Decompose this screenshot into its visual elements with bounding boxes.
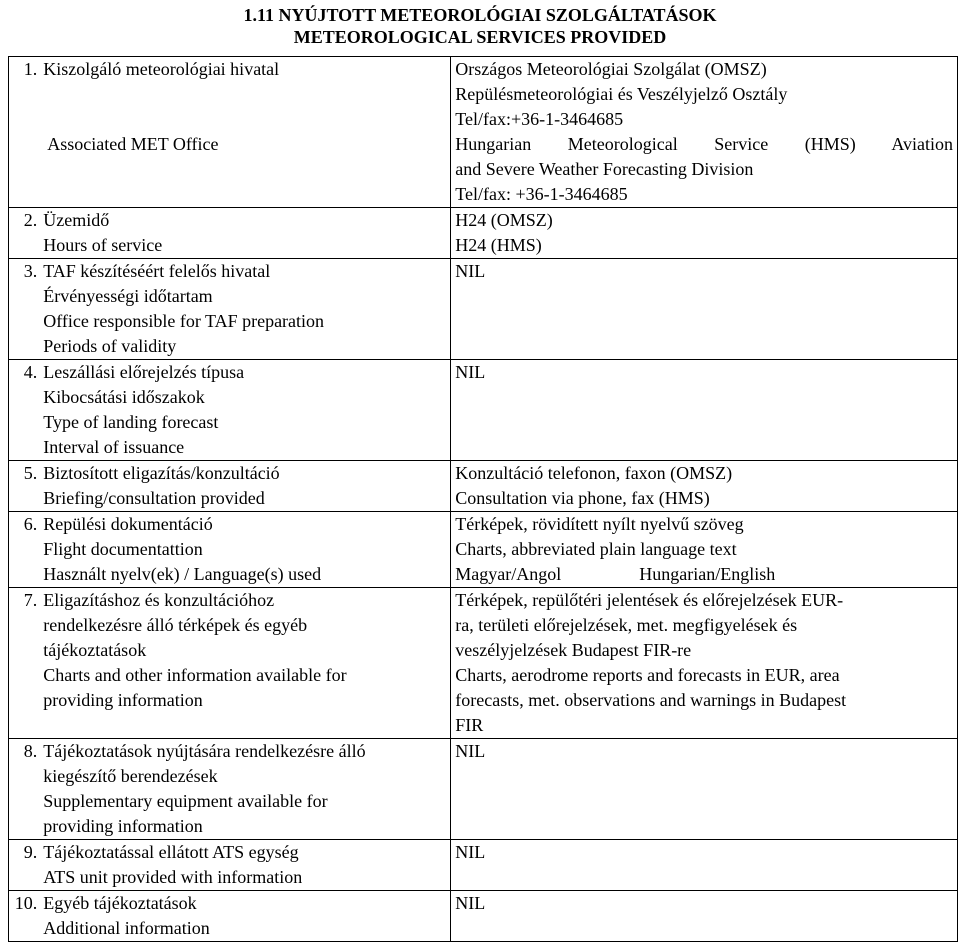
row-value	[451, 461, 958, 512]
value-line: veszélyjelzések Budapest FIR-re	[455, 640, 692, 660]
title-hungarian: 1.11 NYÚJTOTT METEOROLÓGIAI SZOLGÁLTATÁSOK	[243, 5, 717, 25]
value-line: ra, területi előrejelzések, met. megfigyelések és	[455, 615, 798, 635]
value-line: H24 (HMS)	[455, 235, 542, 255]
label-line: Periods of validity	[43, 336, 177, 356]
table-row	[9, 57, 958, 208]
row-label	[41, 57, 451, 208]
row-number: 9.	[9, 840, 42, 891]
label-line: Használt nyelv(ek) / Language(s) used	[43, 564, 322, 584]
table-row	[9, 208, 958, 259]
label-line: Supplementary equipment available for	[43, 791, 328, 811]
label-line: Üzemidő	[43, 210, 110, 230]
label-line: Additional information	[43, 918, 210, 938]
value-line: Térképek, repülőtéri jelentések és előrejelzések EUR-	[455, 590, 844, 610]
value-line: H24 (OMSZ)	[455, 210, 553, 230]
row-number: 6.	[9, 512, 42, 588]
row-value	[451, 840, 958, 891]
label-line: Eligazításhoz és konzultációhoz	[43, 590, 275, 610]
label-line: Tájékoztatások nyújtására rendelkezésre álló	[43, 741, 366, 761]
value-line: Repülésmeteorológiai és Veszélyjelző Osztály	[455, 84, 788, 104]
row-label	[41, 739, 451, 840]
row-value	[451, 208, 958, 259]
label-line: Kiszolgáló meteorológiai hivatal	[43, 59, 280, 79]
table-row	[9, 840, 958, 891]
title-english: METEOROLOGICAL SERVICES PROVIDED	[293, 27, 667, 47]
label-line: Interval of issuance	[43, 437, 185, 457]
label-line: Hours of service	[43, 235, 163, 255]
row-value	[451, 512, 958, 588]
label-line: Leszállási előrejelzés típusa	[43, 362, 245, 382]
row-value	[451, 739, 958, 840]
services-table	[8, 56, 958, 942]
row-number: 1.	[9, 57, 42, 208]
label-line: Repülési dokumentáció	[43, 514, 213, 534]
row-number: 8.	[9, 739, 42, 840]
row-label	[41, 512, 451, 588]
language-en: Hungarian/English	[639, 564, 776, 584]
row-value	[451, 360, 958, 461]
row-value	[451, 891, 958, 942]
value-line: Országos Meteorológiai Szolgálat (OMSZ)	[455, 59, 767, 79]
value-line: NIL	[455, 842, 486, 862]
label-line: Érvényességi időtartam	[43, 286, 213, 306]
label-line: Office responsible for TAF preparation	[43, 311, 325, 331]
table-row	[9, 891, 958, 942]
value-line: Tel/fax: +36-1-3464685	[455, 184, 628, 204]
label-line: kiegészítő berendezések	[43, 766, 218, 786]
label-line: ATS unit provided with information	[43, 867, 303, 887]
label-line: TAF készítéséért felelős hivatal	[43, 261, 271, 281]
row-number: 10.	[9, 891, 42, 942]
label-line: Charts and other information available for	[43, 665, 347, 685]
value-line: Charts, aerodrome reports and forecasts in EUR, area	[455, 665, 840, 685]
label-line: Egyéb tájékoztatások	[43, 893, 197, 913]
row-number: 3.	[9, 259, 42, 360]
row-number: 7.	[9, 588, 42, 739]
table-row	[9, 739, 958, 840]
table-row	[9, 461, 958, 512]
row-number: 4.	[9, 360, 42, 461]
label-line: Flight documentattion	[43, 539, 203, 559]
language-hu: Magyar/Angol	[455, 564, 562, 584]
value-line: NIL	[455, 741, 486, 761]
table-row	[9, 588, 958, 739]
row-label	[41, 208, 451, 259]
row-number: 2.	[9, 208, 42, 259]
label-line: Biztosított eligazítás/konzultáció	[43, 463, 280, 483]
value-line: NIL	[455, 893, 486, 913]
label-line: Associated MET Office	[47, 134, 219, 154]
row-number: 5.	[9, 461, 42, 512]
label-line: Briefing/consultation provided	[43, 488, 265, 508]
label-line: Tájékoztatással ellátott ATS egység	[43, 842, 299, 862]
table-row	[9, 512, 958, 588]
row-value	[451, 259, 958, 360]
value-line: NIL	[455, 261, 486, 281]
language-line	[455, 562, 953, 587]
row-label	[41, 588, 451, 739]
label-line: tájékoztatások	[43, 640, 147, 660]
value-line: Charts, abbreviated plain language text	[455, 539, 737, 559]
row-value	[451, 57, 958, 208]
label-line: rendelkezésre álló térképek és egyéb	[43, 615, 308, 635]
label-line: providing information	[43, 690, 203, 710]
row-label	[41, 259, 451, 360]
row-label	[41, 461, 451, 512]
table-row	[9, 360, 958, 461]
value-line: NIL	[455, 362, 486, 382]
label-line: providing information	[43, 816, 203, 836]
value-line: Consultation via phone, fax (HMS)	[455, 488, 710, 508]
value-line: Hungarian Meteorological Service (HMS) Aviation	[455, 134, 953, 154]
label-line: Type of landing forecast	[43, 412, 219, 432]
value-line: Térképek, rövidített nyílt nyelvű szöveg	[455, 514, 744, 534]
table-row	[9, 259, 958, 360]
value-line: and Severe Weather Forecasting Division	[455, 159, 754, 179]
row-label	[41, 360, 451, 461]
value-line: Tel/fax:+36-1-3464685	[455, 109, 624, 129]
row-label	[41, 891, 451, 942]
value-line: Konzultáció telefonon, faxon (OMSZ)	[455, 463, 733, 483]
row-value	[451, 588, 958, 739]
label-line: Kibocsátási időszakok	[43, 387, 205, 407]
value-line: forecasts, met. observations and warnings in Budapest	[455, 690, 847, 710]
value-line: FIR	[455, 715, 484, 735]
row-label	[41, 840, 451, 891]
